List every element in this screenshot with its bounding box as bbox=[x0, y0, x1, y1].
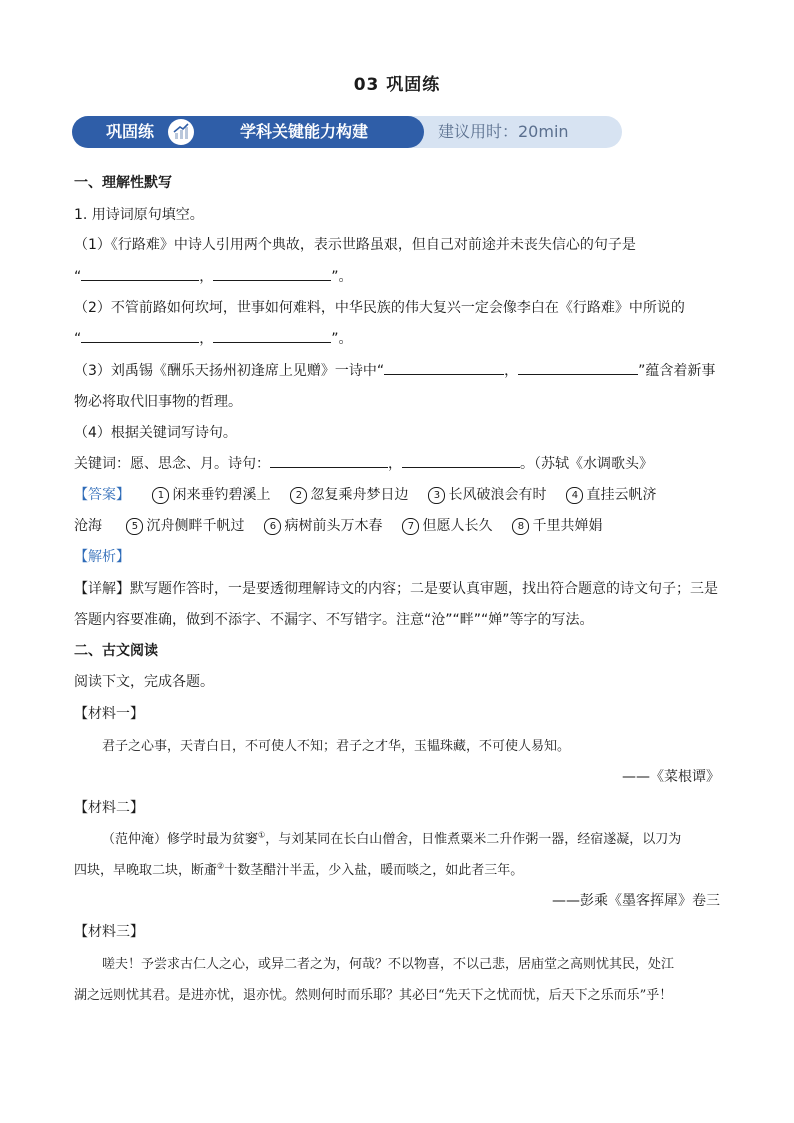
answer-text: 闲来垂钓碧溪上 bbox=[172, 487, 271, 503]
material-3-line-2: 湖之远则忧其君。是进亦忧，退亦忧。然则何时而乐耶？其必曰“先天下之忧而忧，后天下之乐而乐”乎！ bbox=[74, 988, 673, 1003]
analysis-label: 【解析】 bbox=[74, 549, 130, 565]
answer-continuation: 沧海 bbox=[74, 518, 102, 534]
answer-number: 3 bbox=[428, 487, 445, 504]
material-2-line-2 bbox=[74, 859, 523, 878]
material-1-label: 【材料一】 bbox=[74, 706, 144, 722]
material-2-text: 四块，早晚取二块，断齑 bbox=[74, 863, 218, 878]
material-2-line-1 bbox=[102, 828, 681, 847]
question-4-blanks bbox=[74, 453, 653, 473]
detail-line-2: 答题内容要准确，做到不添字、不漏字、不写错字。注意“沧”“畔”“婵”等字的写法。 bbox=[74, 612, 594, 628]
comma: ， bbox=[199, 269, 214, 285]
answer-item bbox=[402, 515, 492, 535]
footnote-marker: ② bbox=[217, 861, 225, 871]
answer-row-2 bbox=[74, 515, 622, 535]
answer-blank[interactable] bbox=[81, 268, 199, 281]
quote-open: “ bbox=[74, 269, 82, 285]
answer-number: 8 bbox=[512, 518, 529, 535]
section1-heading: 一、理解性默写 bbox=[74, 175, 172, 191]
material-2-label: 【材料二】 bbox=[74, 800, 144, 816]
answer-item bbox=[264, 515, 382, 535]
answer-blank[interactable] bbox=[213, 268, 331, 281]
reading-intro: 阅读下文，完成各题。 bbox=[74, 674, 214, 690]
answer-number: 6 bbox=[264, 518, 281, 535]
banner-practice-label: 巩固练 bbox=[105, 122, 154, 141]
comma: ， bbox=[388, 456, 402, 472]
question-1: （1）《行路难》中诗人引用两个典故，表示世路虽艰，但自己对前途并未丧失信心的句子是 bbox=[74, 237, 636, 253]
question-2: （2）不管前路如何坎坷，世事如何难料，中华民族的伟大复兴一定会像李白在《行路难》中所说的 bbox=[74, 300, 685, 316]
answer-row-1 bbox=[74, 484, 676, 504]
question-intro: 1. 用诗词原句填空。 bbox=[74, 207, 204, 223]
answer-number: 7 bbox=[402, 518, 419, 535]
answer-blank[interactable] bbox=[270, 455, 388, 468]
answer-blank[interactable] bbox=[384, 362, 504, 375]
answer-blank[interactable] bbox=[402, 455, 520, 468]
material-1-source: ——《菜根谭》 bbox=[622, 769, 720, 785]
material-3-line-1: 嗟夫！予尝求古仁人之心，或异二者之为，何哉？不以物喜，不以己悲，居庙堂之高则忧其民，处江 bbox=[102, 957, 675, 972]
banner-time-label: 建议用时：20min bbox=[438, 122, 569, 141]
answer-text: 沉舟侧畔千帆过 bbox=[146, 518, 245, 534]
answer-number: 4 bbox=[566, 487, 583, 504]
source-text: 。（苏轼《水调歌头》 bbox=[520, 456, 653, 472]
material-2-text: 十数茎醋汁半盂，少入盐，暖而啖之，如此者三年。 bbox=[224, 863, 524, 878]
material-3-label: 【材料三】 bbox=[74, 924, 144, 940]
answer-number: 1 bbox=[152, 487, 169, 504]
keywords-text: 关键词：愿、思念、月。诗句： bbox=[74, 456, 270, 472]
answer-blank[interactable] bbox=[81, 330, 199, 343]
question-3-text: （3）刘禹锡《酬乐天扬州初逢席上见赠》一诗中“ bbox=[74, 363, 385, 379]
question-3-line2: 物必将取代旧事物的哲理。 bbox=[74, 394, 242, 410]
question-2-blanks bbox=[74, 328, 353, 348]
question-3 bbox=[74, 360, 715, 380]
answer-item bbox=[428, 484, 546, 504]
answer-text: 千里共婵娟 bbox=[532, 518, 603, 534]
quote-close: ”。 bbox=[331, 269, 353, 285]
answer-number: 2 bbox=[290, 487, 307, 504]
answer-item bbox=[512, 515, 602, 535]
answer-text: 忽复乘舟梦日边 bbox=[310, 487, 409, 503]
answer-label: 【答案】 bbox=[74, 487, 130, 503]
banner-ability-label: 学科关键能力构建 bbox=[239, 122, 368, 141]
answer-item bbox=[126, 515, 244, 535]
material-2-text: ，与刘某同在长白山僧舍，日惟煮粟米二升作粥一器，经宿遂凝，以刀为 bbox=[265, 832, 682, 847]
comma: ， bbox=[199, 331, 214, 347]
quote-close: ”。 bbox=[331, 331, 353, 347]
question-4: （4）根据关键词写诗句。 bbox=[74, 425, 237, 441]
answer-text: 直挂云帆济 bbox=[586, 487, 657, 503]
section2-heading: 二、古文阅读 bbox=[74, 643, 158, 659]
material-1-text: 君子之心事，天青白日，不可使人不知；君子之才华，玉韫珠藏，不可使人易知。 bbox=[102, 739, 571, 754]
comma: ， bbox=[504, 363, 519, 379]
answer-item bbox=[290, 484, 408, 504]
material-2-source: ——彭乘《墨客挥犀》卷三 bbox=[552, 893, 720, 909]
page-title: 03 巩固练 bbox=[353, 75, 441, 95]
detail-line-1: 【详解】默写题作答时，一是要透彻理解诗文的内容；二是要认真审题，找出符合题意的诗文句子；三是 bbox=[74, 581, 718, 597]
answer-blank[interactable] bbox=[518, 362, 638, 375]
question-1-blanks bbox=[74, 266, 353, 286]
footnote-marker: ① bbox=[258, 830, 266, 840]
answer-item bbox=[566, 484, 656, 504]
question-3-tail: ”蕴含着新事 bbox=[638, 363, 716, 379]
chart-badge-icon bbox=[168, 119, 194, 145]
answer-text: 长风破浪会有时 bbox=[448, 487, 547, 503]
material-2-text: （范仲淹）修学时最为贫窭 bbox=[102, 832, 259, 847]
answer-text: 但愿人长久 bbox=[422, 518, 493, 534]
answer-text: 病树前头万木春 bbox=[284, 518, 383, 534]
answer-blank[interactable] bbox=[213, 330, 331, 343]
answer-item bbox=[152, 484, 270, 504]
answer-number: 5 bbox=[126, 518, 143, 535]
section-banner bbox=[72, 116, 622, 148]
quote-open: “ bbox=[74, 331, 82, 347]
